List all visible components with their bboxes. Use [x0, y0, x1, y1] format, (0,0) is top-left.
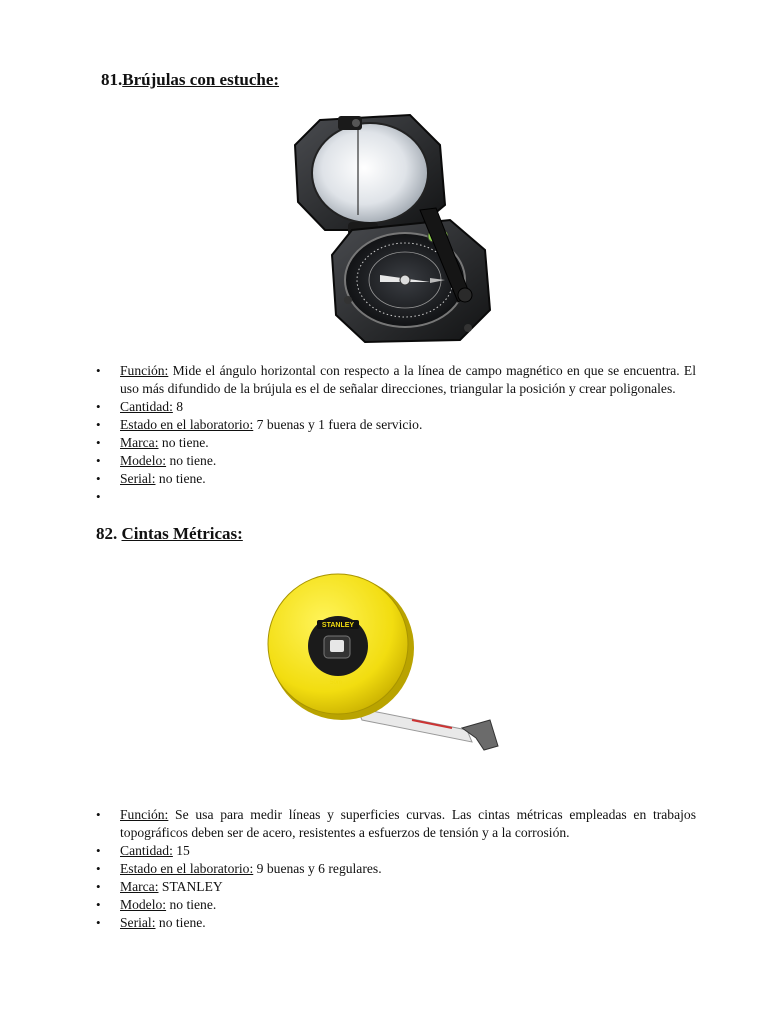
property-value: no tiene. [166, 897, 217, 912]
property-key: Cantidad: [120, 399, 173, 414]
property-value: 9 buenas y 6 regulares. [253, 861, 382, 876]
property-funcion [96, 362, 696, 398]
measuring-tape-photo [262, 560, 507, 795]
property-modelo [96, 452, 696, 470]
property-key: Función: [120, 363, 169, 378]
property-value: no tiene. [155, 915, 206, 930]
property-key: Modelo: [120, 453, 167, 468]
property-estado [96, 416, 696, 434]
property-key: Función: [120, 807, 169, 822]
property-key: Serial: [120, 915, 156, 930]
property-value: STANLEY [158, 879, 223, 894]
property-key: Estado en el laboratorio: [120, 861, 254, 876]
section-82-heading [96, 524, 243, 544]
property-cantidad [96, 842, 696, 860]
compass-photo [240, 90, 530, 345]
property-value: 15 [172, 843, 190, 858]
section-82-property-list [96, 806, 696, 932]
property-value: Se usa para medir líneas y superficies curvas. Las cintas métricas empleadas en trabajos topográficos deben ser de acero, resistentes a esfuerzos de tensión y a la corrosión. [120, 807, 696, 840]
property-marca [96, 434, 696, 452]
property-key: Serial: [120, 471, 156, 486]
tape-brand-label: STANLEY [321, 622, 355, 629]
section-82-number: 82. [96, 524, 122, 543]
property-marca [96, 878, 696, 896]
property-key: Marca: [120, 435, 159, 450]
section-81-heading [101, 70, 279, 90]
property-funcion [96, 806, 696, 842]
property-value: no tiene. [158, 435, 209, 450]
property-serial [96, 470, 696, 488]
section-81-title: Brújulas con estuche: [122, 70, 280, 89]
property-serial [96, 914, 696, 932]
property-value: no tiene. [166, 453, 217, 468]
property-key: Cantidad: [120, 843, 173, 858]
tape-size-label: 50m [330, 680, 342, 686]
property-modelo [96, 896, 696, 914]
section-81-property-list [96, 362, 696, 506]
property-value: Mide el ángulo horizontal con respecto a la línea de campo magnético en que se encuentra. El uso más difundido de la brújula es el de señalar direcciones, triangular la posición y crear poligonales. [120, 363, 696, 396]
property-value: no tiene. [155, 471, 206, 486]
property-key: Marca: [120, 879, 159, 894]
section-81-number: 81. [101, 70, 123, 89]
property-estado [96, 860, 696, 878]
property-value: 8 [172, 399, 184, 414]
empty-bullet [96, 488, 696, 506]
property-cantidad [96, 398, 696, 416]
section-82-title: Cintas Métricas: [121, 524, 243, 543]
property-key: Modelo: [120, 897, 167, 912]
property-key: Estado en el laboratorio: [120, 417, 254, 432]
property-value: 7 buenas y 1 fuera de servicio. [253, 417, 423, 432]
